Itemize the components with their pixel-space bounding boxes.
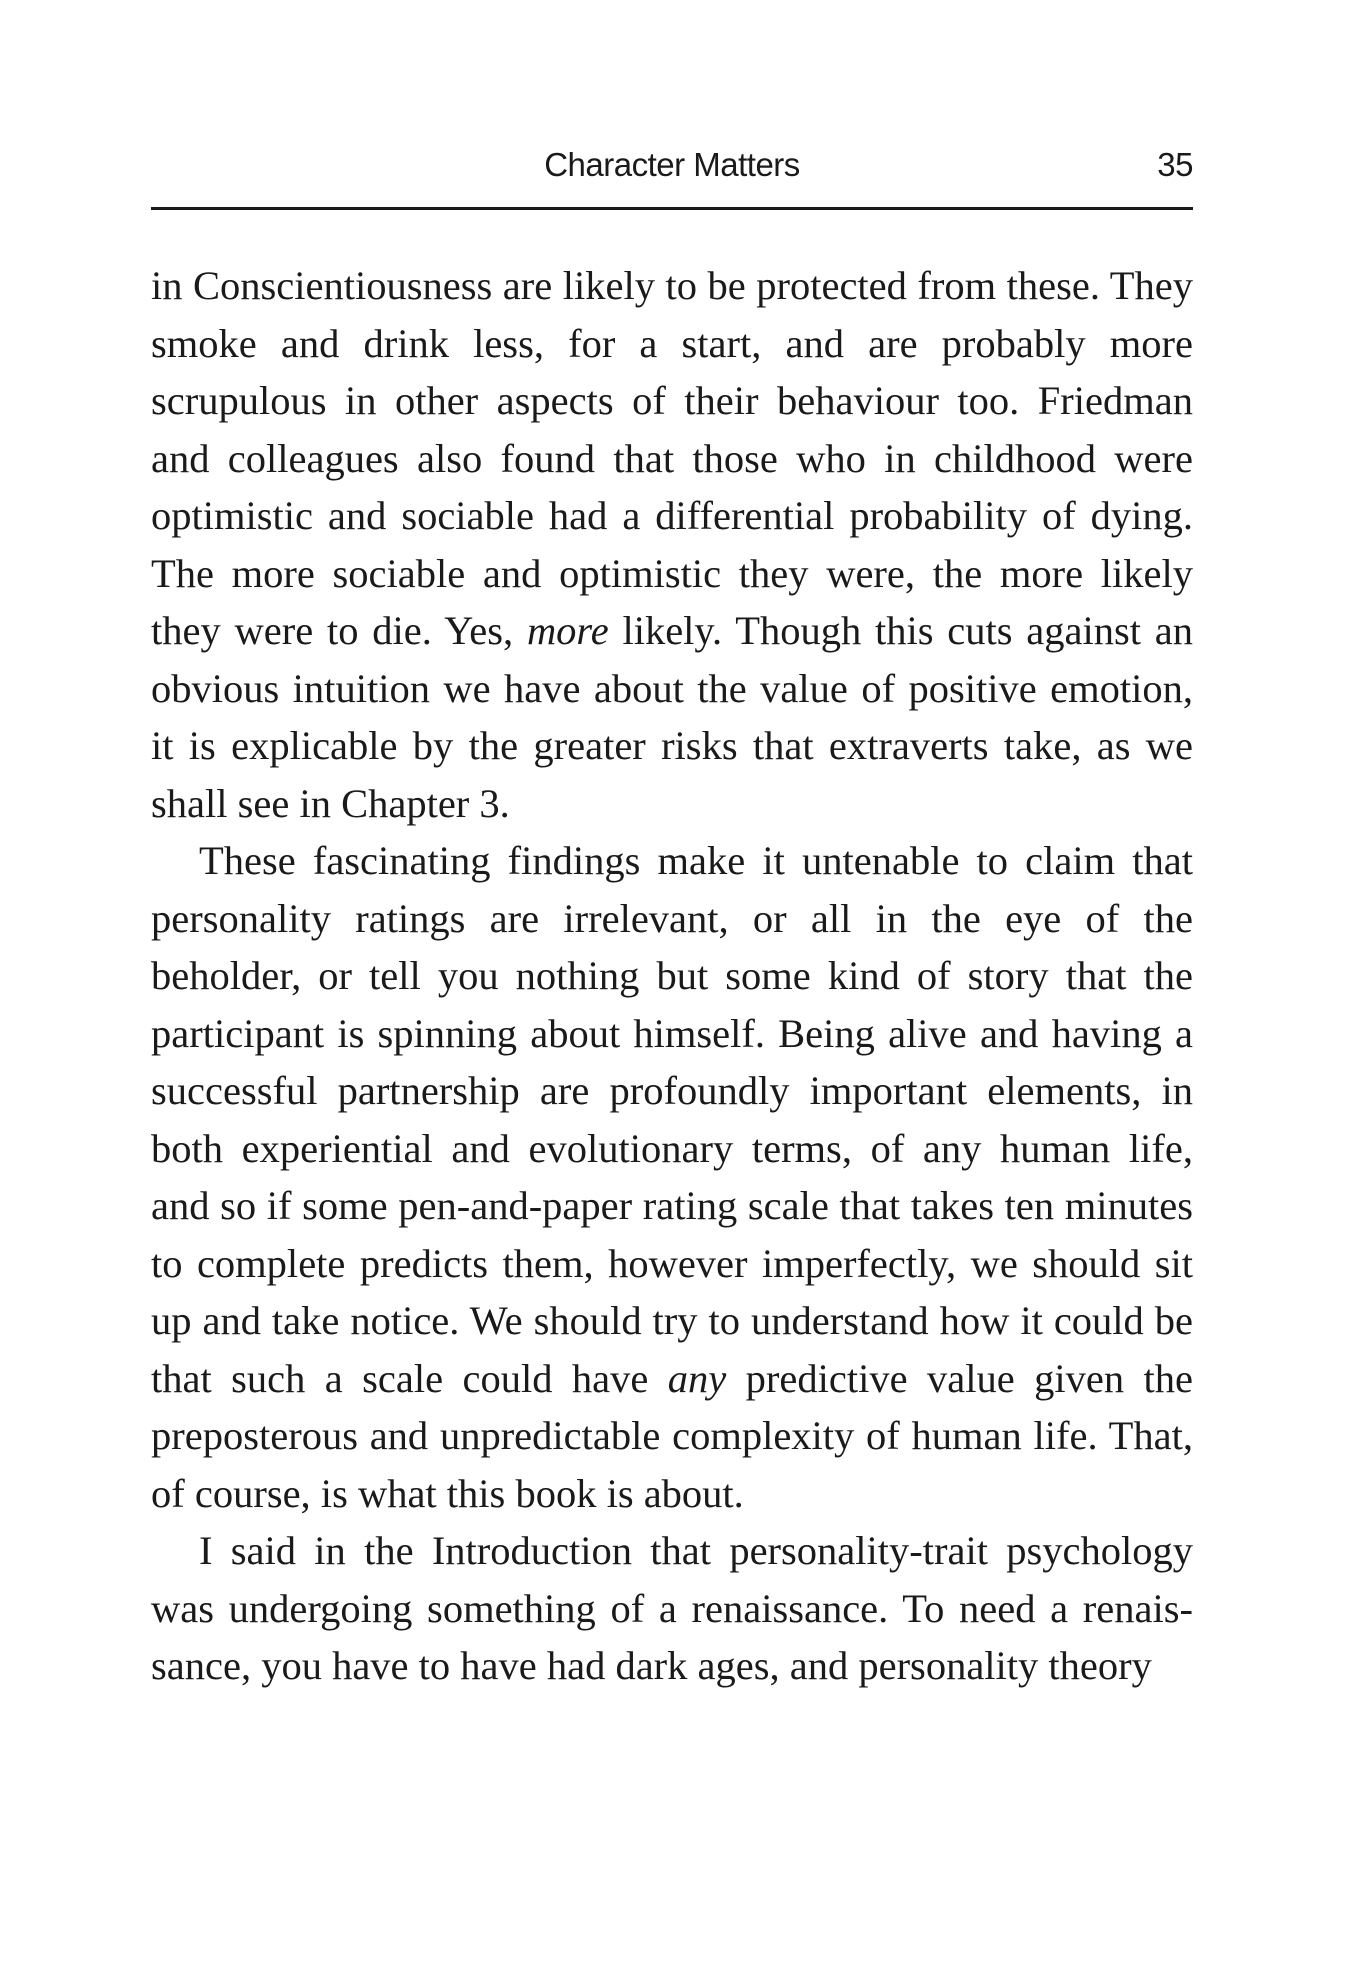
text-segment: in Conscientiousness are likely to be protected from these. They smoke and drink less, for a start, and are probably more scrupulous in other aspects of their behaviour too. Friedman and colleagues also found that those who in childhood were optimistic and sociable had a differential probability of dying. The more sociable and optimistic they were, the more likely they were to die. Yes, xyxy=(151,263,1193,653)
text-segment: I said in the Introduction that personality-trait psychology was undergoing something of a renaissance. To need a renais-sance, you have to have had dark ages, and personality theory xyxy=(151,1528,1193,1688)
header-rule xyxy=(151,207,1193,210)
paragraph xyxy=(151,832,1193,1522)
body-text xyxy=(151,257,1193,1695)
running-head xyxy=(151,146,1193,196)
text-segment: These fascinating findings make it untenable to claim that personality ratings are irrelevant, or all in the eye of the beholder, or tell you nothing but some kind of story that the participant is spinning about himself. Being alive and having a successful partnership are profoundly important elements, in both experiential and evolutionary terms, of any human life, and so if some pen-and-paper rating scale that takes ten minutes to complete predicts them, however imperfectly, we should sit up and take notice. We should try to understand how it could be that such a scale could have xyxy=(151,838,1193,1401)
page-number: 35 xyxy=(1157,146,1193,183)
emphasis-more: more xyxy=(526,608,609,653)
text-segment: predictive value given the preposterous and unpredictable complexity of human life. That, of course, is what this book is about. xyxy=(151,1355,1193,1516)
running-title: Character Matters xyxy=(544,146,800,183)
paragraph xyxy=(151,257,1193,832)
emphasis-any: any xyxy=(667,1355,727,1401)
text-segment: likely. Though this cuts against an obvious intuition we have about the value of positive emotion, it is explicable by the greater risks that extraverts take, as we shall see in Chapter 3. xyxy=(151,608,1193,826)
paragraph xyxy=(151,1522,1193,1695)
